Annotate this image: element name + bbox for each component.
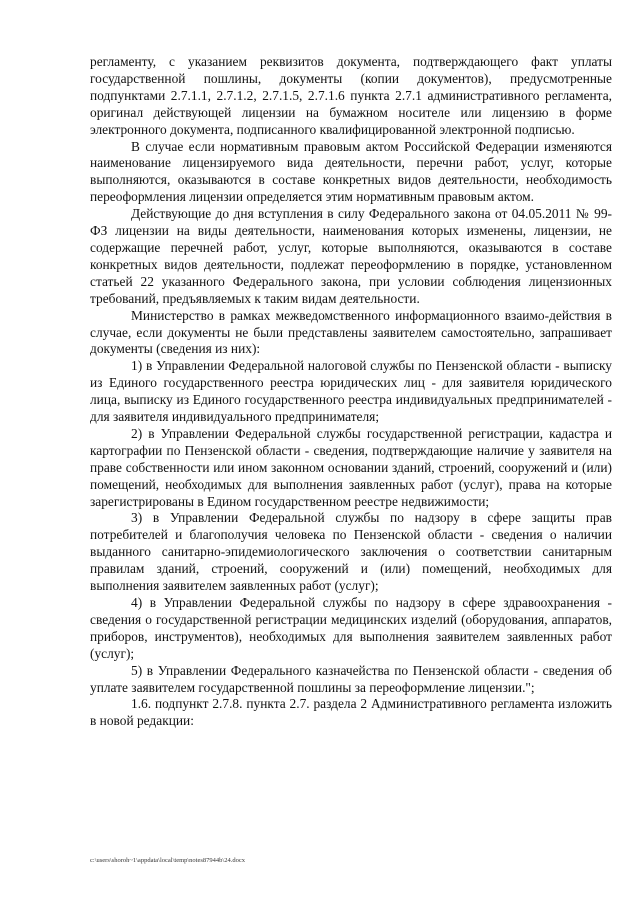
list-item-tax-service: 1) в Управлении Федеральной налоговой службы по Пензенской области - выписку из Единого государственного реестра юридических лиц - для заявителя юридического лица, выписку из Единого государственного реестра индивидуальных предпринимателей - для заявителя индивидуального предпринимателя; [90, 358, 612, 425]
paragraph-continuation: регламенту, с указанием реквизитов документа, подтверждающего факт уплаты государственной пошлины, документы (копии документов), предусмотренные подпунктами 2.7.1.1, 2.7.1.2, 2.7.1.5, 2.7.1.6 пункта 2.7.1 административного регламента, оригинал действующей лицензии на бумажном носителе или лицензию в форме электронного документа, подписанного квалифицированной электронной подписью. [90, 54, 612, 137]
paragraph-existing-licenses: Действующие до дня вступления в силу Федерального закона от 04.05.2011 № 99-ФЗ лицензии на виды деятельности, наименования которых изменены, лицензии, не содержащие перечней работ, услуг, которые выполняются, оказываются в составе конкретных видов деятельности, подлежат переоформлению в порядке, установленном статьей 22 указанного Федерального закона, при условии соблюдения лицензионных требований, предъявляемых к таким видам деятельности. [90, 206, 612, 306]
paragraph-normative-act: В случае если нормативным правовым актом Российской Федерации изменяются наименование лицензируемого вида деятельности, перечни работ, услуг, которые выполняются, оказываются в составе конкретных видов деятельности, необходимость переоформления лицензии определяется этим нормативным правовым актом. [90, 138, 612, 205]
list-item-registration-service: 2) в Управлении Федеральной службы государственной регистрации, кадастра и картографии по Пензенской области - сведения, подтверждающие наличие у заявителя на праве собственности или ином законном основании зданий, строений, сооружений и (или) помещений, необходимых для выполнения заявленных работ (услуг), права на которые зарегистрированы в Едином государственном реестре недвижимости; [90, 425, 612, 509]
list-item-treasury: 5) в Управлении Федерального казначейства по Пензенской области - сведения об уплате заявителем государственной пошлины за переоформление лицензии."; [90, 662, 612, 695]
list-item-consumer-protection: 3) в Управлении Федеральной службы по надзору в сфере защиты прав потребителей и благополучия человека по Пензенской области - сведения о наличии выданного санитарно-эпидемиологического заключения о соответствии санитарным правилам зданий, строений, сооружений и (или) помещений, необходимых для выполнения заявителем заявленных работ (услуг); [90, 510, 612, 594]
paragraph-amendment: 1.6. подпункт 2.7.8. пункта 2.7. раздела 2 Административного регламента изложить в новой редакции: [90, 696, 612, 729]
list-item-healthcare-supervision: 4) в Управлении Федеральной службы по надзору в сфере здравоохранения - сведения о государственной регистрации медицинских изделий (оборудования, аппаратов, приборов, инструментов), необходимых для выполнения заявителем заявленных работ (услуг); [90, 595, 612, 661]
document-body [90, 54, 612, 730]
paragraph-interagency-request: Министерство в рамках межведомственного информационного взаимо-действия в случае, если документы не были представлены заявителем самостоятельно, запрашивает документы (сведения из них): [90, 307, 612, 357]
footer-file-path: c:\users\shoroh~1\appdata\local\temp\notes87944b\24.docx [90, 857, 245, 864]
